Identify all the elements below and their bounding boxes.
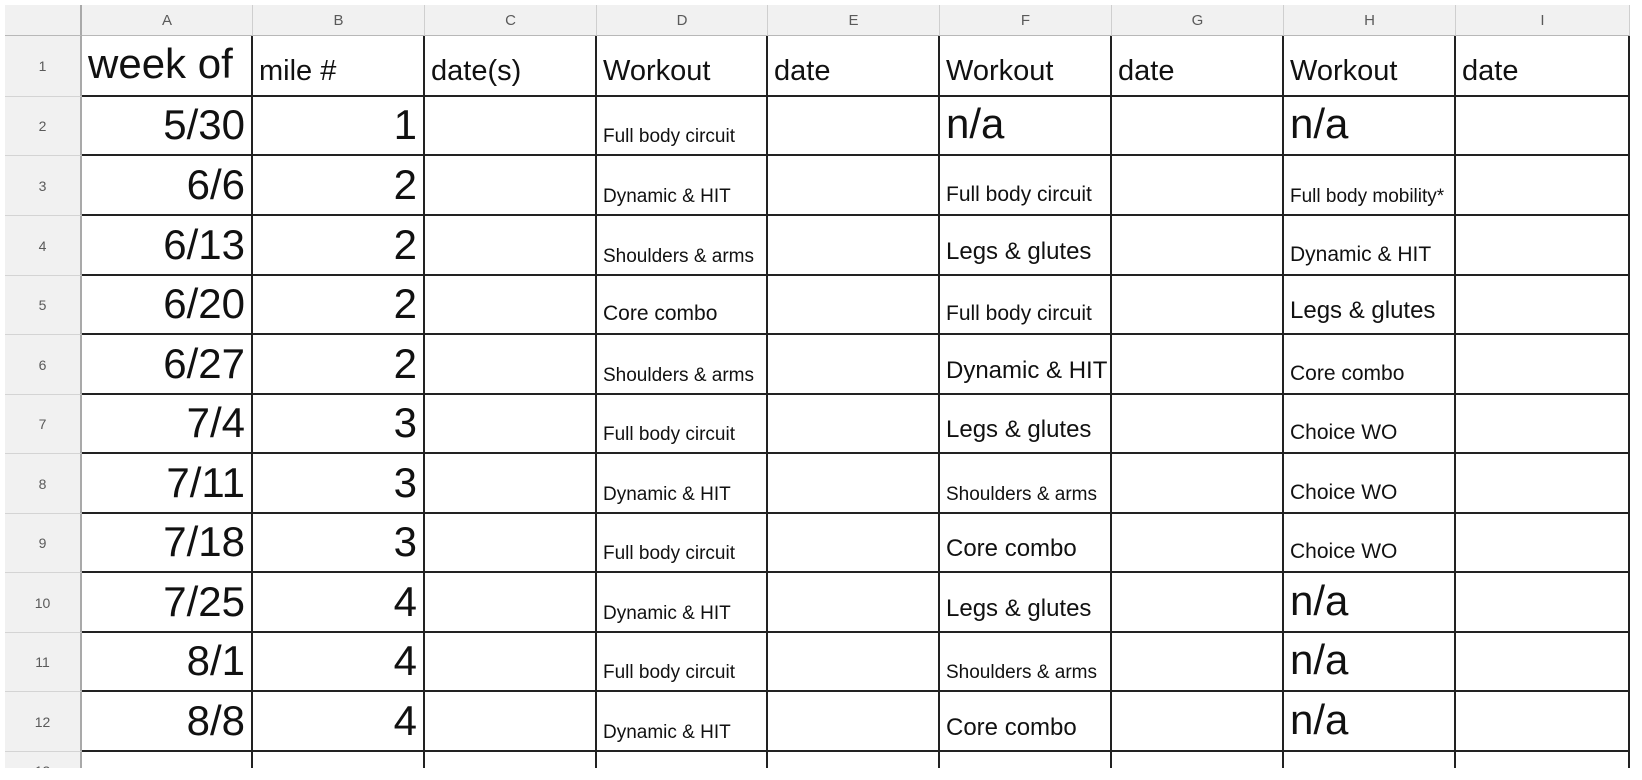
workout-value: Full body mobility*	[1290, 186, 1445, 207]
row-header-10[interactable]	[5, 573, 82, 633]
workout-value: Dynamic & HIT	[603, 603, 731, 624]
header-label: date	[774, 55, 831, 87]
date-cell-i[interactable]	[1456, 573, 1630, 633]
date-cell-e[interactable]	[768, 335, 940, 395]
header-label: date	[1462, 55, 1519, 87]
workout-cell-h[interactable]	[1284, 216, 1456, 276]
date-cell-i[interactable]	[1456, 335, 1630, 395]
week-cell[interactable]	[82, 335, 253, 395]
date-cell-e[interactable]	[768, 156, 940, 216]
mile-cell[interactable]	[253, 156, 425, 216]
week-value: 7/25	[163, 578, 245, 625]
row-header-1[interactable]	[5, 36, 82, 97]
header-label: week of	[88, 40, 233, 87]
date-cell-i[interactable]	[1456, 692, 1630, 752]
week-value: 7/11	[166, 459, 245, 506]
mile-value: 3	[393, 518, 417, 565]
workout-cell-h[interactable]	[1284, 454, 1456, 514]
row-header-label: 7	[38, 416, 47, 432]
dates-cell[interactable]	[425, 276, 597, 335]
workout-value: Choice WO	[1290, 481, 1398, 504]
workout-value: Dynamic & HIT	[603, 484, 731, 505]
row-header-label: 6	[38, 356, 47, 373]
workout-cell-d[interactable]	[597, 395, 768, 454]
week-value: 6/20	[163, 280, 245, 327]
date-cell-i[interactable]	[1456, 276, 1630, 335]
workout-cell-f[interactable]	[940, 97, 1112, 156]
mile-value: 4	[393, 578, 417, 625]
mile-cell[interactable]	[253, 395, 425, 454]
workout-value: Core combo	[946, 714, 1077, 741]
header-label: date(s)	[431, 55, 522, 87]
select-all-corner[interactable]	[5, 5, 82, 36]
workout-cell-d[interactable]	[597, 335, 768, 395]
workout-value: Shoulders & arms	[946, 662, 1098, 683]
mile-value: 1	[393, 101, 417, 148]
column-header-label: I	[1540, 11, 1545, 29]
week-cell[interactable]	[82, 633, 253, 692]
workout-cell-h[interactable]	[1284, 573, 1456, 633]
date-cell-g[interactable]	[1112, 514, 1284, 573]
column-header-f[interactable]	[940, 5, 1112, 36]
workout-cell-f[interactable]	[940, 395, 1112, 454]
row-header-label: 11	[35, 654, 50, 670]
row-header-label: 2	[38, 118, 47, 134]
column-header-i[interactable]	[1456, 5, 1630, 36]
workout-cell-f[interactable]	[940, 692, 1112, 752]
column-header-e[interactable]	[768, 5, 940, 36]
workout-cell-h[interactable]	[1284, 514, 1456, 573]
workout-cell-d[interactable]	[597, 216, 768, 276]
column-header-label: D	[676, 11, 688, 29]
date-cell-e[interactable]	[768, 633, 940, 692]
workout-cell-d[interactable]	[597, 692, 768, 752]
column-header-g[interactable]	[1112, 5, 1284, 36]
row-header-label: 5	[38, 297, 47, 313]
mile-value: 4	[393, 637, 417, 684]
workout-cell-f[interactable]	[940, 573, 1112, 633]
date-cell-g[interactable]	[1112, 395, 1284, 454]
mile-value: 2	[393, 280, 417, 327]
week-cell[interactable]	[82, 97, 253, 156]
header-label: Workout	[603, 55, 711, 87]
workout-value: Shoulders & arms	[603, 246, 755, 267]
date-cell-e[interactable]	[768, 514, 940, 573]
dates-cell[interactable]	[425, 454, 597, 514]
dates-cell[interactable]	[425, 335, 597, 395]
workout-cell-d[interactable]	[597, 633, 768, 692]
date-cell-g[interactable]	[1112, 573, 1284, 633]
row-header-label: 12	[34, 713, 51, 730]
row-header-8[interactable]	[5, 454, 82, 514]
dates-cell[interactable]	[425, 97, 597, 156]
workout-cell-h[interactable]	[1284, 97, 1456, 156]
workout-cell-d[interactable]	[597, 276, 768, 335]
date-cell-i[interactable]	[1456, 514, 1630, 573]
header-label: mile #	[259, 55, 337, 87]
row-header-label: 10	[34, 594, 51, 611]
week-cell[interactable]	[82, 216, 253, 276]
workout-cell-f[interactable]	[940, 514, 1112, 573]
header-cell-c[interactable]	[425, 36, 597, 97]
date-cell-g[interactable]	[1112, 216, 1284, 276]
workout-value: Full body circuit	[946, 183, 1092, 206]
week-cell[interactable]	[82, 454, 253, 514]
row-header-12[interactable]	[5, 692, 82, 752]
date-cell-i[interactable]	[1456, 216, 1630, 276]
workout-value: n/a	[1290, 577, 1349, 624]
workout-value: Full body circuit	[603, 126, 735, 147]
mile-value: 3	[393, 399, 417, 446]
date-cell-g[interactable]	[1112, 335, 1284, 395]
column-header-label: F	[1020, 11, 1031, 29]
mile-value: 2	[393, 221, 417, 268]
column-header-label: G	[1191, 11, 1204, 29]
bottom-edge	[0, 768, 1642, 780]
date-cell-i[interactable]	[1456, 454, 1630, 514]
row-header-label: 8	[38, 475, 47, 492]
row-header-4[interactable]	[5, 216, 82, 276]
column-header-label: B	[333, 11, 344, 29]
mile-value: 4	[393, 697, 417, 744]
workout-value: Shoulders & arms	[946, 484, 1098, 505]
dates-cell[interactable]	[425, 216, 597, 276]
date-cell-i[interactable]	[1456, 156, 1630, 216]
column-header-label: E	[848, 11, 859, 29]
date-cell-e[interactable]	[768, 454, 940, 514]
workout-cell-f[interactable]	[940, 216, 1112, 276]
workout-value: Full body circuit	[603, 662, 735, 683]
mile-cell[interactable]	[253, 335, 425, 395]
column-header-h[interactable]	[1284, 5, 1456, 36]
workout-cell-d[interactable]	[597, 156, 768, 216]
date-cell-g[interactable]	[1112, 633, 1284, 692]
workout-cell-h[interactable]	[1284, 395, 1456, 454]
row-header-5[interactable]	[5, 276, 82, 335]
column-header-d[interactable]	[597, 5, 768, 36]
mile-cell[interactable]	[253, 454, 425, 514]
workout-value: Choice WO	[1290, 540, 1398, 563]
week-cell[interactable]	[82, 692, 253, 752]
dates-cell[interactable]	[425, 692, 597, 752]
week-cell[interactable]	[82, 156, 253, 216]
header-label: Workout	[946, 55, 1054, 87]
column-header-label: C	[505, 11, 516, 29]
dates-cell[interactable]	[425, 633, 597, 692]
header-cell-f[interactable]	[940, 36, 1112, 97]
workout-value: Core combo	[603, 302, 718, 325]
workout-cell-d[interactable]	[597, 97, 768, 156]
header-cell-e[interactable]	[768, 36, 940, 97]
mile-cell[interactable]	[253, 573, 425, 633]
header-cell-d[interactable]	[597, 36, 768, 97]
workout-value: Dynamic & HIT	[1290, 243, 1432, 266]
dates-cell[interactable]	[425, 573, 597, 633]
workout-value: Full body circuit	[946, 302, 1092, 325]
workout-cell-h[interactable]	[1284, 335, 1456, 395]
workout-value: Core combo	[1290, 362, 1405, 385]
workout-value: n/a	[1290, 696, 1349, 743]
column-header-label: A	[161, 11, 172, 29]
mile-value: 2	[393, 161, 417, 208]
workout-value: Full body circuit	[603, 543, 735, 564]
date-cell-e[interactable]	[768, 395, 940, 454]
workout-value: Legs & glutes	[1290, 297, 1436, 324]
row-header-6[interactable]	[5, 335, 82, 395]
workout-cell-f[interactable]	[940, 276, 1112, 335]
week-cell[interactable]	[82, 514, 253, 573]
date-cell-i[interactable]	[1456, 97, 1630, 156]
row-header-label: 9	[38, 535, 47, 551]
workout-value: n/a	[1290, 100, 1349, 147]
workout-cell-d[interactable]	[597, 514, 768, 573]
column-header-a[interactable]	[82, 5, 253, 36]
workout-value: Dynamic & HIT	[603, 722, 731, 743]
workout-value: Core combo	[946, 535, 1077, 562]
mile-value: 2	[393, 340, 417, 387]
workout-value: Full body circuit	[603, 424, 735, 445]
column-header-c[interactable]	[425, 5, 597, 36]
mile-cell[interactable]	[253, 514, 425, 573]
workout-cell-h[interactable]	[1284, 276, 1456, 335]
week-value: 8/1	[186, 637, 245, 684]
date-cell-g[interactable]	[1112, 692, 1284, 752]
header-cell-b[interactable]	[253, 36, 425, 97]
workout-value: n/a	[1290, 636, 1349, 683]
header-label: Workout	[1290, 55, 1398, 87]
dates-cell[interactable]	[425, 156, 597, 216]
header-cell-g[interactable]	[1112, 36, 1284, 97]
mile-cell[interactable]	[253, 216, 425, 276]
workout-cell-h[interactable]	[1284, 692, 1456, 752]
right-edge	[1632, 0, 1642, 780]
date-cell-i[interactable]	[1456, 395, 1630, 454]
row-header-label: 3	[38, 177, 47, 194]
date-cell-g[interactable]	[1112, 156, 1284, 216]
date-cell-e[interactable]	[768, 216, 940, 276]
workout-cell-f[interactable]	[940, 454, 1112, 514]
dates-cell[interactable]	[425, 514, 597, 573]
workout-value: Legs & glutes	[946, 416, 1092, 443]
workout-cell-f[interactable]	[940, 335, 1112, 395]
workout-cell-f[interactable]	[940, 156, 1112, 216]
week-value: 6/13	[163, 221, 245, 268]
date-cell-e[interactable]	[768, 692, 940, 752]
mile-cell[interactable]	[253, 97, 425, 156]
row-header-9[interactable]	[5, 514, 82, 573]
dates-cell[interactable]	[425, 395, 597, 454]
week-value: 7/4	[186, 399, 245, 446]
column-header-b[interactable]	[253, 5, 425, 36]
mile-cell[interactable]	[253, 276, 425, 335]
row-header-7[interactable]	[5, 395, 82, 454]
row-header-label: 4	[38, 237, 47, 254]
week-value: 5/30	[163, 101, 245, 148]
date-cell-g[interactable]	[1112, 276, 1284, 335]
week-value: 8/8	[186, 697, 245, 744]
week-cell[interactable]	[82, 395, 253, 454]
date-cell-e[interactable]	[768, 97, 940, 156]
column-header-label: H	[1364, 11, 1375, 29]
week-cell[interactable]	[82, 276, 253, 335]
week-cell[interactable]	[82, 573, 253, 633]
date-cell-i[interactable]	[1456, 633, 1630, 692]
workout-value: n/a	[946, 100, 1005, 147]
header-cell-a[interactable]	[82, 36, 253, 97]
date-cell-e[interactable]	[768, 276, 940, 335]
workout-cell-d[interactable]	[597, 454, 768, 514]
workout-cell-h[interactable]	[1284, 156, 1456, 216]
workout-value: Legs & glutes	[946, 238, 1092, 265]
row-header-2[interactable]	[5, 97, 82, 156]
workout-cell-f[interactable]	[940, 633, 1112, 692]
header-cell-i[interactable]	[1456, 36, 1630, 97]
mile-cell[interactable]	[253, 692, 425, 752]
workout-value: Legs & glutes	[946, 595, 1092, 622]
workout-value: Shoulders & arms	[603, 365, 755, 386]
week-value: 6/6	[186, 161, 245, 208]
header-label: date	[1118, 55, 1175, 87]
workout-value: Choice WO	[1290, 421, 1398, 444]
workout-cell-h[interactable]	[1284, 633, 1456, 692]
mile-value: 3	[393, 459, 417, 506]
row-header-11[interactable]	[5, 633, 82, 692]
header-cell-h[interactable]	[1284, 36, 1456, 97]
week-value: 7/18	[163, 518, 245, 565]
row-header-3[interactable]	[5, 156, 82, 216]
workout-value: Dynamic & HIT	[946, 357, 1108, 384]
date-cell-e[interactable]	[768, 573, 940, 633]
date-cell-g[interactable]	[1112, 97, 1284, 156]
workout-cell-d[interactable]	[597, 573, 768, 633]
row-header-label: 1	[38, 58, 47, 74]
mile-cell[interactable]	[253, 633, 425, 692]
date-cell-g[interactable]	[1112, 454, 1284, 514]
workout-value: Dynamic & HIT	[603, 186, 731, 207]
week-value: 6/27	[163, 340, 245, 387]
